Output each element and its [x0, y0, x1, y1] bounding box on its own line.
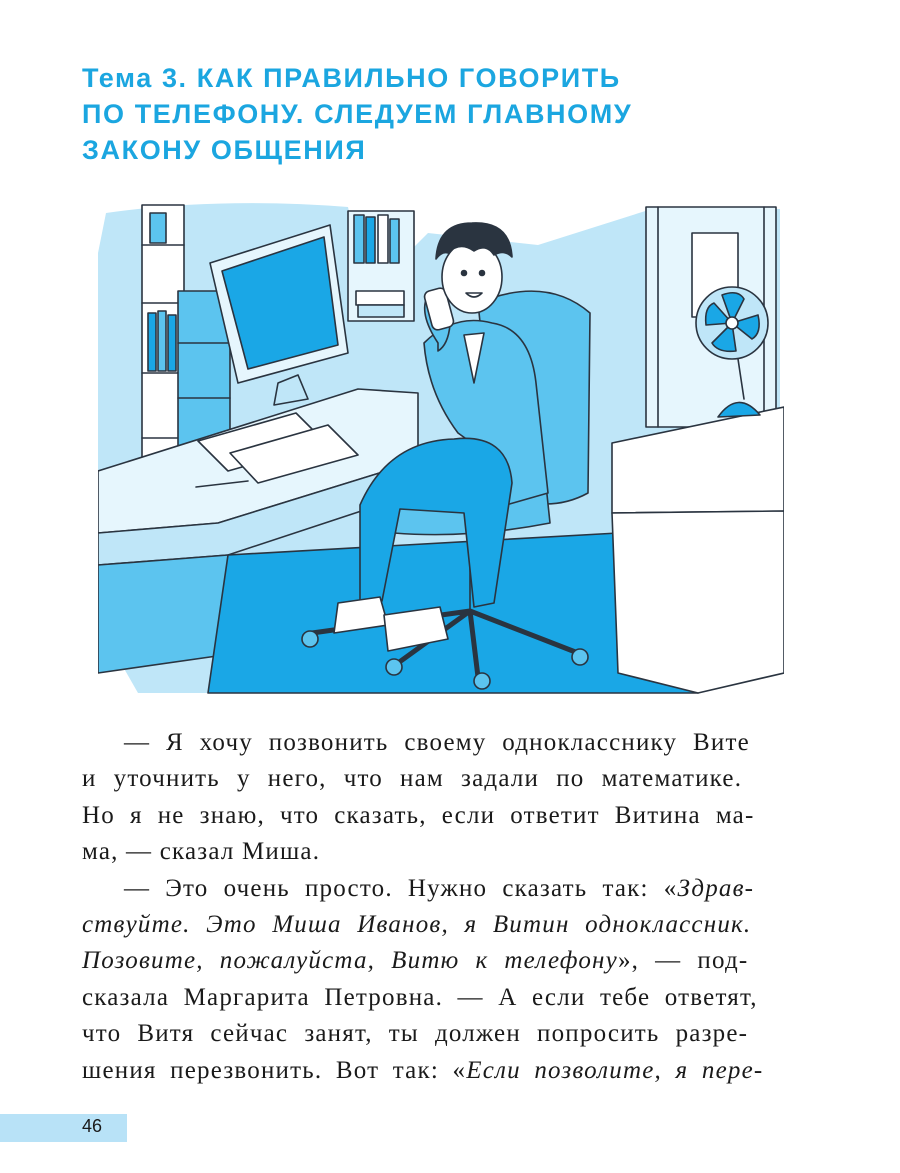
text-fragment: — Это очень просто. Нужно сказать так: «	[124, 874, 678, 902]
topic-title	[82, 60, 782, 168]
text-line	[82, 943, 800, 979]
text-line	[82, 798, 800, 834]
title-line: ПО ТЕЛЕФОНУ. СЛЕДУЕМ ГЛАВНОМУ	[82, 99, 633, 129]
text-fragment: и уточнить у него, что нам задали по математике.	[82, 765, 743, 793]
text-line	[82, 725, 800, 761]
text-line	[82, 907, 800, 943]
text-line	[82, 1016, 800, 1052]
boy-on-phone-at-desk-illustration	[98, 193, 784, 700]
italic-fragment: Здрав-	[677, 874, 755, 902]
text-line	[82, 1053, 800, 1089]
text-fragment: — Я хочу позвонить своему однокласснику Вите	[124, 729, 750, 756]
text-line	[82, 871, 800, 907]
title-line: Тема 3. КАК ПРАВИЛЬНО ГОВОРИТЬ	[82, 63, 621, 93]
italic-fragment: ствуйте. Это Миша Иванов, я Витин одноклассник.	[82, 911, 752, 939]
text-fragment: ма, — сказал Миша.	[82, 838, 321, 866]
text-fragment: », — под-	[617, 947, 749, 975]
text-line	[82, 761, 800, 797]
body-text	[82, 725, 800, 1089]
text-fragment: Но я не знаю, что сказать, если ответит Витина ма-	[82, 801, 755, 829]
text-fragment: сказала Маргарита Петровна. — А если тебе ответят,	[82, 983, 758, 1011]
title-line: ЗАКОНУ ОБЩЕНИЯ	[82, 135, 367, 165]
page-number: 46	[82, 1116, 103, 1136]
text-line	[82, 980, 800, 1016]
italic-fragment: Позовите, пожалуйста, Витю к телефону	[82, 947, 618, 975]
text-line	[82, 834, 800, 870]
text-fragment: что Витя сейчас занят, ты должен попросить разре-	[82, 1020, 749, 1048]
text-fragment: шения перезвонить. Вот так: «	[82, 1056, 467, 1084]
page-number-tab	[0, 1114, 127, 1142]
italic-fragment: Если позволите, я пере-	[466, 1056, 764, 1084]
